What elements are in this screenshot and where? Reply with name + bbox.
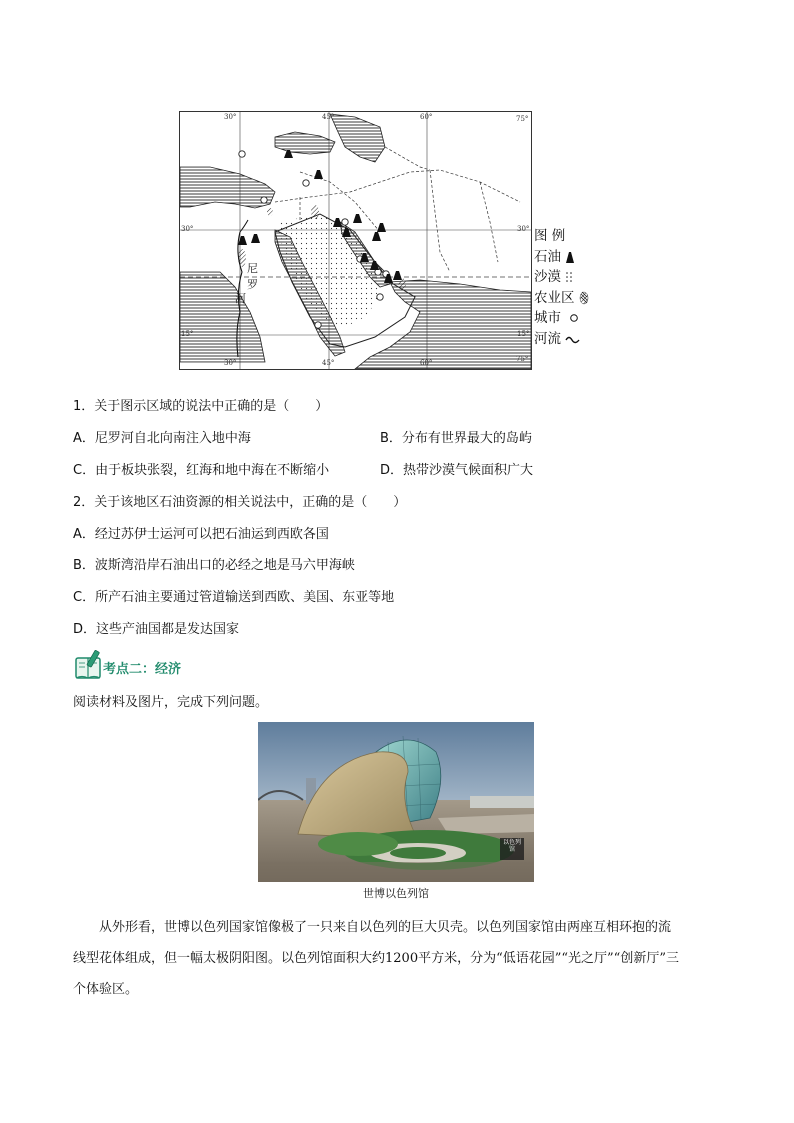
lon-label-bottom-30: 30° [224,359,237,367]
lat-label-left-30: 30° [181,225,194,233]
paragraph-line-2: 线型花体组成，但一幅太极阴阳图。以色列馆面积大约1200平方米，分为“低语花园”“光之厅”“创新厅”三 [73,951,679,966]
lon-label-bottom-75: 75° [516,355,529,363]
middle-east-map [179,111,532,370]
lat-label-right-15: 15° [517,330,530,338]
lon-label-bottom-60: 60° [420,359,433,367]
legend-item-oil: 石油 [534,247,604,268]
paragraph-line-1: 从外形看，世博以色列国家馆像极了一只来自以色列的巨大贝壳。以色列国家馆由两座互相环抱的流 [99,920,672,935]
legend-item-agriculture: 农业区 [534,288,604,309]
pavilion-illustration [258,722,534,882]
lat-label-right-30: 30° [517,225,530,233]
paragraph-line-3: 个体验区。 [73,982,139,997]
question-1-stem: 1．关于图示区域的说法中正确的是（ ） [73,399,329,414]
agriculture-hatch-icon [579,291,589,305]
legend-item-desert: 沙漠 [534,267,604,288]
legend-item-river: 河流 [534,329,604,350]
question-2-option-b: B．波斯湾沿岸石油出口的必经之地是马六甲海峡 [73,558,355,573]
question-1-option-c: C．由于板块张裂，红海和地中海在不断缩小 [73,463,330,478]
question-2-option-a: A．经过苏伊士运河可以把石油运到西欧各国 [73,527,329,542]
israel-pavilion-photo [258,722,534,882]
photo-watermark: 以色列馆 [502,839,521,853]
river-label-ni: 尼 [247,262,258,275]
legend-item-city: 城市 [534,308,604,329]
oil-derrick-icon [565,251,575,263]
map-legend [534,226,604,349]
lon-label-top-45: 45° [322,113,335,121]
instruction-text: 阅读材料及图片，完成下列问题。 [73,695,269,710]
photo-caption: 世博以色列馆 [363,887,429,900]
question-1-option-b: B．分布有世界最大的岛屿 [380,431,532,446]
legend-title: 图 例 [534,228,566,244]
lon-label-top-75: 75° [516,115,529,123]
question-2-option-d: D．这些产油国都是发达国家 [73,622,240,637]
lon-label-bottom-45: 45° [322,359,335,367]
river-label-luo: 罗 [247,278,258,291]
notebook-pencil-icon [75,649,103,681]
question-2-stem: 2．关于该地区石油资源的相关说法中，正确的是（ ） [73,495,407,510]
section-title: 考点二：经济 [103,662,182,677]
city-circle-icon [569,313,579,323]
map-graphic [180,112,531,369]
question-1-option-a: A．尼罗河自北向南注入地中海 [73,431,251,446]
lon-label-top-30: 30° [224,113,237,121]
river-wave-icon [565,334,581,344]
question-2-option-c: C．所产石油主要通过管道输送到西欧、美国、东亚等地 [73,590,395,605]
lon-label-top-60: 60° [420,113,433,121]
desert-dots-icon [565,271,573,283]
desert-region [280,214,380,327]
lat-label-left-15: 15° [181,330,194,338]
question-1-option-d: D．热带沙漠气候面积广大 [380,463,534,478]
river-label-he: 河 [235,292,246,305]
